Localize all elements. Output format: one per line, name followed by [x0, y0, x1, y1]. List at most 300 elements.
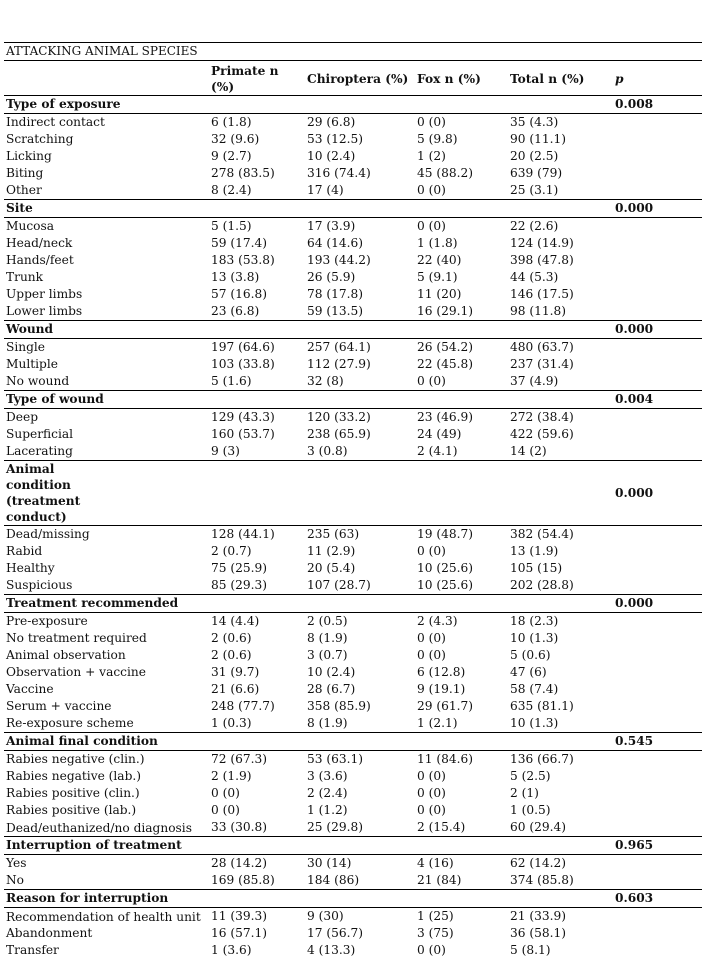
row-label: Vaccine	[6, 682, 54, 696]
cell-p-empty	[613, 925, 702, 942]
row-label: Transfer	[6, 943, 59, 957]
row-label: Single	[6, 340, 46, 354]
section-title: Treatment recommended	[4, 595, 613, 613]
row-label: Re-exposure scheme	[6, 716, 134, 730]
cell-fox: 0 (0)	[417, 544, 446, 558]
cell-primate: 5 (1.5)	[211, 219, 252, 233]
cell-chiroptera: 238 (65.9)	[307, 427, 371, 441]
cell-p-empty	[613, 872, 702, 890]
cell-chiroptera: 9 (30)	[307, 909, 344, 923]
row-label: Rabies positive (clin.)	[6, 786, 140, 800]
cell-chiroptera: 1 (1.2)	[307, 803, 348, 817]
cell-primate: 183 (53.8)	[211, 253, 275, 267]
row-label: Dead/euthanized/no diagnosis	[6, 820, 192, 835]
cell-p-empty	[613, 148, 702, 165]
table-row	[4, 681, 702, 698]
attacking-animal-species-table	[4, 42, 702, 959]
cell-total: 480 (63.7)	[510, 340, 574, 354]
cell-p-empty	[613, 577, 702, 595]
section-header-row	[4, 321, 702, 339]
cell-fox: 9 (19.1)	[417, 682, 466, 696]
cell-p-empty	[613, 751, 702, 769]
cell-primate: 72 (67.3)	[211, 752, 268, 766]
cell-p-empty	[613, 715, 702, 733]
cell-chiroptera: 107 (28.7)	[307, 578, 371, 592]
cell-primate: 14 (4.4)	[211, 614, 260, 628]
table-row	[4, 560, 702, 577]
cell-p-empty	[613, 269, 702, 286]
cell-total: 18 (2.3)	[510, 614, 559, 628]
cell-chiroptera: 3 (3.6)	[307, 769, 348, 783]
table-row	[4, 925, 702, 942]
cell-primate: 2 (0.6)	[211, 648, 252, 662]
row-label: Indirect contact	[6, 115, 105, 129]
section-title: Animal condition (treatment conduct)	[4, 461, 613, 526]
cell-total: 1 (0.5)	[510, 803, 551, 817]
cell-chiroptera: 53 (12.5)	[307, 132, 364, 146]
cell-chiroptera: 11 (2.9)	[307, 544, 356, 558]
section-title: Animal final condition	[4, 733, 613, 751]
cell-primate: 2 (1.9)	[211, 769, 252, 783]
cell-chiroptera: 26 (5.9)	[307, 270, 356, 284]
table-row	[4, 165, 702, 182]
table-row	[4, 855, 702, 873]
cell-primate: 11 (39.3)	[211, 909, 268, 923]
cell-fox: 0 (0)	[417, 803, 446, 817]
table-row	[4, 664, 702, 681]
cell-total: 635 (81.1)	[510, 699, 574, 713]
cell-chiroptera: 29 (6.8)	[307, 115, 356, 129]
cell-total: 58 (7.4)	[510, 682, 559, 696]
row-label: No wound	[6, 374, 70, 388]
cell-total: 10 (1.3)	[510, 716, 559, 730]
cell-primate: 278 (83.5)	[211, 166, 275, 180]
row-label: Abandonment	[6, 926, 93, 940]
cell-fox: 1 (25)	[417, 909, 454, 923]
section-title: Type of wound	[4, 391, 613, 409]
cell-total: 5 (2.5)	[510, 769, 551, 783]
cell-total: 60 (29.4)	[510, 820, 567, 834]
cell-primate: 13 (3.8)	[211, 270, 260, 284]
cell-total: 44 (5.3)	[510, 270, 559, 284]
table-row	[4, 148, 702, 165]
cell-p-empty	[613, 252, 702, 269]
row-label: Pre-exposure	[6, 614, 88, 628]
cell-p-empty	[613, 819, 702, 837]
cell-chiroptera: 30 (14)	[307, 856, 352, 870]
cell-primate: 129 (43.3)	[211, 410, 275, 424]
cell-total: 62 (14.2)	[510, 856, 567, 870]
cell-total: 237 (31.4)	[510, 357, 574, 371]
cell-chiroptera: 3 (0.8)	[307, 444, 348, 458]
cell-chiroptera: 4 (13.3)	[307, 943, 356, 957]
cell-chiroptera: 28 (6.7)	[307, 682, 356, 696]
cell-fox: 1 (2.1)	[417, 716, 458, 730]
cell-primate: 8 (2.4)	[211, 183, 252, 197]
row-label: Mucosa	[6, 219, 55, 233]
cell-fox: 26 (54.2)	[417, 340, 474, 354]
cell-p-empty	[613, 165, 702, 182]
row-label: Observation + vaccine	[6, 665, 146, 679]
section-p-value: 0.004	[613, 391, 702, 409]
cell-fox: 11 (20)	[417, 287, 462, 301]
cell-p-empty	[613, 560, 702, 577]
section-p-value: 0.000	[613, 200, 702, 218]
row-label: Head/neck	[6, 236, 73, 250]
section-header-row	[4, 837, 702, 855]
table-row	[4, 698, 702, 715]
cell-chiroptera: 112 (27.9)	[307, 357, 371, 371]
cell-total: 2 (1)	[510, 786, 539, 800]
cell-chiroptera: 316 (74.4)	[307, 166, 371, 180]
table-row	[4, 526, 702, 544]
cell-fox: 29 (61.7)	[417, 699, 474, 713]
cell-p-empty	[613, 802, 702, 819]
cell-fox: 0 (0)	[417, 943, 446, 957]
cell-total: 124 (14.9)	[510, 236, 574, 250]
cell-chiroptera: 8 (1.9)	[307, 716, 348, 730]
cell-primate: 2 (0.7)	[211, 544, 252, 558]
section-header-row	[4, 595, 702, 613]
header-primate: Primate n (%)	[209, 61, 305, 96]
cell-chiroptera: 3 (0.7)	[307, 648, 348, 662]
cell-primate: 1 (3.6)	[211, 943, 252, 957]
cell-fox: 6 (12.8)	[417, 665, 466, 679]
cell-primate: 160 (53.7)	[211, 427, 275, 441]
row-label: Upper limbs	[6, 287, 83, 301]
row-label: Multiple	[6, 357, 58, 371]
cell-total: 35 (4.3)	[510, 115, 559, 129]
row-label: Biting	[6, 166, 44, 180]
cell-total: 13 (1.9)	[510, 544, 559, 558]
table-row	[4, 751, 702, 769]
cell-fox: 0 (0)	[417, 769, 446, 783]
cell-chiroptera: 193 (44.2)	[307, 253, 371, 267]
cell-chiroptera: 20 (5.4)	[307, 561, 356, 575]
cell-p-empty	[613, 182, 702, 200]
cell-total: 398 (47.8)	[510, 253, 574, 267]
cell-primate: 57 (16.8)	[211, 287, 268, 301]
cell-p-empty	[613, 855, 702, 873]
cell-fox: 23 (46.9)	[417, 410, 474, 424]
section-p-value: 0.603	[613, 890, 702, 908]
section-header-row	[4, 890, 702, 908]
cell-fox: 2 (4.3)	[417, 614, 458, 628]
cell-total: 374 (85.8)	[510, 873, 574, 887]
section-p-value: 0.965	[613, 837, 702, 855]
cell-fox: 16 (29.1)	[417, 304, 474, 318]
cell-p-empty	[613, 698, 702, 715]
cell-chiroptera: 2 (2.4)	[307, 786, 348, 800]
cell-p-empty	[613, 114, 702, 132]
table-row	[4, 443, 702, 461]
row-label: No treatment required	[6, 631, 147, 645]
cell-chiroptera: 25 (29.8)	[307, 820, 364, 834]
cell-chiroptera: 64 (14.6)	[307, 236, 364, 250]
cell-fox: 21 (84)	[417, 873, 462, 887]
table-row	[4, 768, 702, 785]
cell-total: 202 (28.8)	[510, 578, 574, 592]
section-p-value: 0.000	[613, 461, 702, 526]
row-label: Superficial	[6, 427, 74, 441]
table-caption-row	[4, 43, 702, 61]
cell-p-empty	[613, 785, 702, 802]
cell-p-empty	[613, 908, 702, 926]
row-label: Lacerating	[6, 444, 73, 458]
cell-fox: 1 (2)	[417, 149, 446, 163]
cell-total: 90 (11.1)	[510, 132, 567, 146]
row-label: Deep	[6, 410, 38, 424]
cell-primate: 32 (9.6)	[211, 132, 260, 146]
cell-fox: 19 (48.7)	[417, 527, 474, 541]
section-header-row	[4, 733, 702, 751]
section-header-row	[4, 391, 702, 409]
table-row	[4, 613, 702, 631]
cell-chiroptera: 17 (4)	[307, 183, 344, 197]
cell-total: 14 (2)	[510, 444, 547, 458]
cell-p-empty	[613, 543, 702, 560]
row-label: Suspicious	[6, 578, 73, 592]
cell-p-empty	[613, 942, 702, 959]
cell-p-empty	[613, 613, 702, 631]
cell-p-empty	[613, 286, 702, 303]
cell-p-empty	[613, 409, 702, 427]
cell-fox: 1 (1.8)	[417, 236, 458, 250]
cell-chiroptera: 358 (85.9)	[307, 699, 371, 713]
section-p-value: 0.000	[613, 321, 702, 339]
cell-total: 10 (1.3)	[510, 631, 559, 645]
row-label: Rabid	[6, 544, 43, 558]
row-label: Yes	[6, 856, 27, 870]
cell-p-empty	[613, 664, 702, 681]
table-row	[4, 715, 702, 733]
cell-primate: 75 (25.9)	[211, 561, 268, 575]
cell-primate: 2 (0.6)	[211, 631, 252, 645]
row-label: Scratching	[6, 132, 74, 146]
table-row	[4, 339, 702, 357]
cell-total: 639 (79)	[510, 166, 563, 180]
cell-p-empty	[613, 303, 702, 321]
cell-primate: 16 (57.1)	[211, 926, 268, 940]
table-row	[4, 942, 702, 959]
section-header-row	[4, 96, 702, 114]
cell-p-empty	[613, 131, 702, 148]
header-blank	[4, 61, 209, 96]
header-chiroptera: Chiroptera (%)	[305, 61, 415, 96]
cell-chiroptera: 17 (3.9)	[307, 219, 356, 233]
cell-p-empty	[613, 235, 702, 252]
table-row	[4, 356, 702, 373]
row-label: Licking	[6, 149, 52, 163]
document-page	[4, 42, 702, 959]
cell-primate: 169 (85.8)	[211, 873, 275, 887]
cell-primate: 5 (1.6)	[211, 374, 252, 388]
cell-fox: 0 (0)	[417, 786, 446, 800]
cell-fox: 10 (25.6)	[417, 578, 474, 592]
cell-fox: 22 (45.8)	[417, 357, 474, 371]
cell-chiroptera: 184 (86)	[307, 873, 360, 887]
cell-p-empty	[613, 681, 702, 698]
table-row	[4, 543, 702, 560]
header-total: Total n (%)	[508, 61, 613, 96]
section-title: Interruption of treatment	[4, 837, 613, 855]
header-p: p	[613, 61, 702, 96]
cell-fox: 11 (84.6)	[417, 752, 474, 766]
table-row	[4, 802, 702, 819]
table-row	[4, 630, 702, 647]
cell-p-empty	[613, 373, 702, 391]
cell-primate: 197 (64.6)	[211, 340, 275, 354]
cell-chiroptera: 53 (63.1)	[307, 752, 364, 766]
cell-fox: 22 (40)	[417, 253, 462, 267]
cell-primate: 9 (2.7)	[211, 149, 252, 163]
table-row	[4, 872, 702, 890]
cell-fox: 0 (0)	[417, 648, 446, 662]
cell-total: 422 (59.6)	[510, 427, 574, 441]
cell-fox: 0 (0)	[417, 219, 446, 233]
table-row	[4, 647, 702, 664]
section-title: Reason for interruption	[4, 890, 613, 908]
row-label: Other	[6, 183, 42, 197]
cell-total: 47 (6)	[510, 665, 547, 679]
row-label: Recommendation of health unit	[6, 909, 201, 924]
cell-primate: 0 (0)	[211, 786, 240, 800]
cell-primate: 23 (6.8)	[211, 304, 260, 318]
row-label: Healthy	[6, 561, 55, 575]
cell-p-empty	[613, 630, 702, 647]
row-label: No	[6, 873, 25, 887]
row-label: Rabies negative (clin.)	[6, 752, 145, 766]
table-row	[4, 577, 702, 595]
cell-total: 136 (66.7)	[510, 752, 574, 766]
cell-p-empty	[613, 768, 702, 785]
table-row	[4, 409, 702, 427]
header-fox: Fox n (%)	[415, 61, 508, 96]
cell-total: 98 (11.8)	[510, 304, 567, 318]
cell-primate: 128 (44.1)	[211, 527, 275, 541]
cell-primate: 28 (14.2)	[211, 856, 268, 870]
cell-chiroptera: 257 (64.1)	[307, 340, 371, 354]
cell-primate: 9 (3)	[211, 444, 240, 458]
cell-primate: 21 (6.6)	[211, 682, 260, 696]
cell-primate: 103 (33.8)	[211, 357, 275, 371]
cell-chiroptera: 78 (17.8)	[307, 287, 364, 301]
table-row	[4, 218, 702, 236]
cell-fox: 0 (0)	[417, 631, 446, 645]
cell-p-empty	[613, 526, 702, 544]
row-label: Serum + vaccine	[6, 699, 112, 713]
table-row	[4, 182, 702, 200]
table-row	[4, 373, 702, 391]
table-row	[4, 131, 702, 148]
section-p-value: 0.545	[613, 733, 702, 751]
cell-chiroptera: 59 (13.5)	[307, 304, 364, 318]
cell-primate: 6 (1.8)	[211, 115, 252, 129]
section-title: Site	[4, 200, 613, 218]
cell-total: 382 (54.4)	[510, 527, 574, 541]
cell-fox: 0 (0)	[417, 183, 446, 197]
cell-total: 36 (58.1)	[510, 926, 567, 940]
section-p-value: 0.008	[613, 96, 702, 114]
cell-chiroptera: 32 (8)	[307, 374, 344, 388]
row-label: Trunk	[6, 270, 44, 284]
cell-total: 25 (3.1)	[510, 183, 559, 197]
row-label: Lower limbs	[6, 304, 83, 318]
table-row	[4, 269, 702, 286]
section-title: Wound	[4, 321, 613, 339]
cell-fox: 4 (16)	[417, 856, 454, 870]
cell-fox: 10 (25.6)	[417, 561, 474, 575]
row-label: Rabies negative (lab.)	[6, 769, 142, 783]
cell-chiroptera: 120 (33.2)	[307, 410, 371, 424]
cell-fox: 2 (15.4)	[417, 820, 466, 834]
table-row	[4, 286, 702, 303]
cell-chiroptera: 10 (2.4)	[307, 149, 356, 163]
cell-chiroptera: 235 (63)	[307, 527, 360, 541]
cell-primate: 1 (0.3)	[211, 716, 252, 730]
table-row	[4, 426, 702, 443]
cell-p-empty	[613, 356, 702, 373]
section-header-row	[4, 461, 702, 526]
section-p-value: 0.000	[613, 595, 702, 613]
row-label: Hands/feet	[6, 253, 74, 267]
cell-primate: 0 (0)	[211, 803, 240, 817]
cell-primate: 33 (30.8)	[211, 820, 268, 834]
cell-chiroptera: 8 (1.9)	[307, 631, 348, 645]
cell-fox: 3 (75)	[417, 926, 454, 940]
cell-fox: 5 (9.1)	[417, 270, 458, 284]
cell-primate: 248 (77.7)	[211, 699, 275, 713]
cell-total: 105 (15)	[510, 561, 563, 575]
cell-p-empty	[613, 218, 702, 236]
table-row	[4, 908, 702, 926]
cell-p-empty	[613, 443, 702, 461]
cell-fox: 24 (49)	[417, 427, 462, 441]
table-row	[4, 303, 702, 321]
cell-fox: 0 (0)	[417, 115, 446, 129]
cell-total: 5 (0.6)	[510, 648, 551, 662]
row-label: Animal observation	[6, 648, 126, 662]
cell-fox: 2 (4.1)	[417, 444, 458, 458]
table-caption: ATTACKING ANIMAL SPECIES	[4, 43, 702, 61]
cell-total: 272 (38.4)	[510, 410, 574, 424]
cell-p-empty	[613, 647, 702, 664]
cell-chiroptera: 10 (2.4)	[307, 665, 356, 679]
cell-fox: 0 (0)	[417, 374, 446, 388]
cell-total: 21 (33.9)	[510, 909, 567, 923]
row-label: Dead/missing	[6, 527, 90, 541]
section-header-row	[4, 200, 702, 218]
cell-total: 20 (2.5)	[510, 149, 559, 163]
cell-total: 22 (2.6)	[510, 219, 559, 233]
table-header-row	[4, 61, 702, 96]
table-row	[4, 114, 702, 132]
cell-primate: 59 (17.4)	[211, 236, 268, 250]
table-row	[4, 785, 702, 802]
section-title: Type of exposure	[4, 96, 613, 114]
cell-p-empty	[613, 339, 702, 357]
cell-total: 37 (4.9)	[510, 374, 559, 388]
table-row	[4, 235, 702, 252]
cell-fox: 45 (88.2)	[417, 166, 474, 180]
cell-total: 5 (8.1)	[510, 943, 551, 957]
row-label: Rabies positive (lab.)	[6, 803, 137, 817]
cell-p-empty	[613, 426, 702, 443]
table-row	[4, 819, 702, 837]
cell-primate: 85 (29.3)	[211, 578, 268, 592]
table-row	[4, 252, 702, 269]
cell-primate: 31 (9.7)	[211, 665, 260, 679]
